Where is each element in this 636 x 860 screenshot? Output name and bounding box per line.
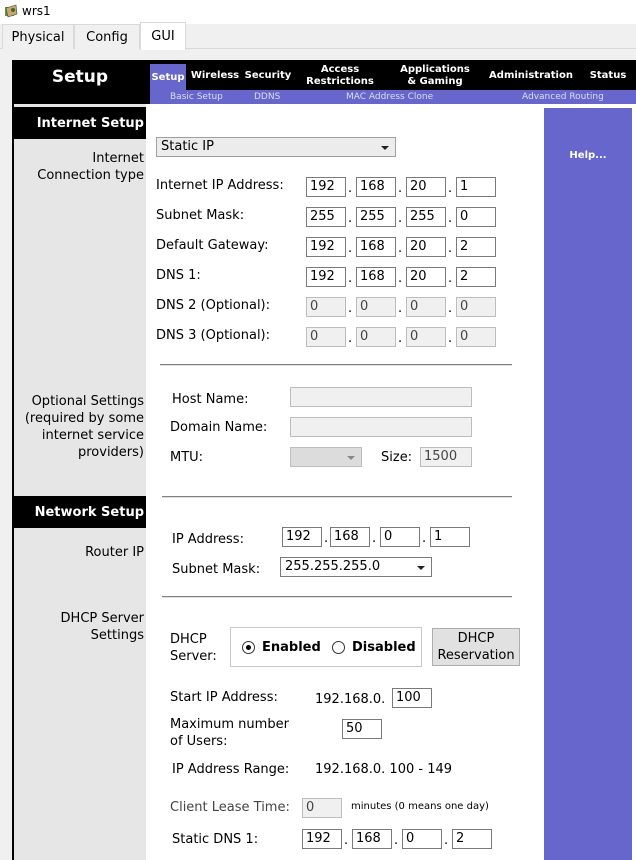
router-ip-address-label: IP Address: — [172, 532, 244, 547]
main-nav — [150, 62, 636, 90]
label-connection-type: Internet Connection type — [37, 151, 144, 183]
internet-ip-label: Internet IP Address: — [156, 178, 284, 193]
nav-security[interactable]: Security — [244, 70, 292, 81]
tab-bar — [0, 24, 636, 49]
octet-separator: . — [448, 271, 453, 286]
dns3-octet-3[interactable]: 0 — [406, 327, 446, 347]
subnav-ddns[interactable]: DDNS — [254, 92, 281, 102]
gateway-octet-3[interactable]: 20 — [406, 237, 446, 257]
octet-separator: . — [348, 271, 353, 286]
internet-ip-octet-2[interactable]: 168 — [356, 177, 396, 197]
tab-gui[interactable]: GUI — [140, 22, 186, 50]
help-column — [544, 108, 632, 860]
host-name-input[interactable] — [290, 387, 472, 407]
nav-status[interactable]: Status — [589, 70, 627, 81]
section-internet-setup: Internet Setup — [14, 107, 146, 139]
subnav-mac-address-clone[interactable]: MAC Address Clone — [346, 92, 434, 102]
sub-nav — [150, 90, 636, 104]
dns3-octet-4[interactable]: 0 — [456, 327, 496, 347]
dhcp-reservation-button[interactable]: DHCP Reservation — [432, 628, 520, 666]
octet-separator: . — [448, 331, 453, 346]
chevron-down-icon — [417, 566, 425, 570]
static-dns1-octet-4[interactable]: 2 — [452, 829, 492, 849]
section-network-setup: Network Setup — [14, 496, 146, 528]
start-ip-label: Start IP Address: — [170, 690, 278, 705]
octet-separator: . — [324, 531, 329, 546]
octet-separator: . — [448, 241, 453, 256]
connection-type-value: Static IP — [161, 139, 214, 154]
static-dns1-label: Static DNS 1: — [172, 832, 259, 847]
octet-separator: . — [398, 271, 403, 286]
subnav-advanced-routing[interactable]: Advanced Routing — [522, 92, 604, 102]
dns1-octet-4[interactable]: 2 — [456, 267, 496, 287]
subnet-mask-octet-2[interactable]: 255 — [356, 207, 396, 227]
static-dns1-octet-3[interactable]: 0 — [402, 829, 442, 849]
dhcp-disabled-radio[interactable] — [332, 641, 345, 654]
static-dns1-octet-2[interactable]: 168 — [352, 829, 392, 849]
router-subnet-mask-label: Subnet Mask: — [172, 562, 261, 577]
octet-separator: . — [372, 531, 377, 546]
dns2-octet-4[interactable]: 0 — [456, 297, 496, 317]
gateway-octet-4[interactable]: 2 — [456, 237, 496, 257]
divider — [160, 364, 512, 366]
router-ip-octet-2[interactable]: 168 — [330, 527, 370, 547]
octet-separator: . — [348, 331, 353, 346]
internet-ip-octet-3[interactable]: 20 — [406, 177, 446, 197]
octet-separator: . — [398, 301, 403, 316]
octet-separator: . — [348, 241, 353, 256]
domain-name-input[interactable] — [290, 417, 472, 437]
chevron-down-icon — [381, 146, 389, 150]
dns2-label: DNS 2 (Optional): — [156, 298, 271, 313]
window-titlebar — [0, 0, 636, 24]
window-title: wrs1 — [22, 4, 51, 18]
octet-separator: . — [398, 181, 403, 196]
dns2-octet-2[interactable]: 0 — [356, 297, 396, 317]
octet-separator: . — [444, 833, 449, 848]
dns3-octet-2[interactable]: 0 — [356, 327, 396, 347]
dhcp-enabled-label[interactable]: Enabled — [262, 640, 321, 655]
dns1-octet-3[interactable]: 20 — [406, 267, 446, 287]
router-ip-octet-1[interactable]: 192 — [282, 527, 322, 547]
internet-ip-octet-1[interactable]: 192 — [306, 177, 346, 197]
gateway-octet-1[interactable]: 192 — [306, 237, 346, 257]
dhcp-enabled-radio[interactable] — [242, 641, 255, 654]
router-ip-octet-4[interactable]: 1 — [430, 527, 470, 547]
mtu-label: MTU: — [170, 450, 204, 465]
lease-time-input[interactable]: 0 — [302, 798, 342, 818]
subnet-mask-octet-4[interactable]: 0 — [456, 207, 496, 227]
dhcp-server-label: DHCP Server: — [170, 632, 217, 664]
start-ip-prefix: 192.168.0. — [315, 692, 386, 707]
subnet-mask-octet-1[interactable]: 255 — [306, 207, 346, 227]
mtu-select[interactable] — [290, 447, 362, 467]
nav-administration[interactable]: Administration — [489, 70, 573, 81]
dns2-octet-3[interactable]: 0 — [406, 297, 446, 317]
dns1-octet-1[interactable]: 192 — [306, 267, 346, 287]
dns1-label: DNS 1: — [156, 268, 201, 283]
dns3-octet-1[interactable]: 0 — [306, 327, 346, 347]
page-title: Setup — [51, 67, 109, 87]
internet-ip-octet-4[interactable]: 1 — [456, 177, 496, 197]
lease-time-label: Client Lease Time: — [170, 800, 290, 815]
connection-type-select[interactable] — [156, 137, 396, 157]
lease-time-note: minutes (0 means one day) — [351, 801, 489, 812]
divider — [162, 596, 512, 598]
nav-access-restrictions[interactable]: Access Restrictions — [306, 64, 374, 87]
max-users-input[interactable]: 50 — [342, 719, 382, 739]
max-users-label: Maximum number of Users: — [170, 717, 289, 749]
ip-range-label: IP Address Range: — [172, 762, 290, 777]
help-link[interactable]: Help... — [569, 150, 607, 161]
subnav-basic-setup[interactable]: Basic Setup — [170, 92, 223, 102]
dhcp-disabled-label[interactable]: Disabled — [352, 640, 416, 655]
ip-range-value: 192.168.0. 100 - 149 — [315, 762, 453, 777]
dhcp-radio-group — [230, 627, 422, 667]
dns1-octet-2[interactable]: 168 — [356, 267, 396, 287]
host-name-label: Host Name: — [172, 392, 249, 407]
dns3-label: DNS 3 (Optional): — [156, 328, 271, 343]
size-label: Size: — [381, 450, 413, 465]
domain-name-label: Domain Name: — [170, 420, 268, 435]
subnet-mask-octet-3[interactable]: 255 — [406, 207, 446, 227]
tab-physical[interactable]: Physical — [2, 24, 74, 49]
nav-wireless[interactable]: Wireless — [190, 70, 240, 81]
gateway-octet-2[interactable]: 168 — [356, 237, 396, 257]
label-optional-settings: Optional Settings (required by some internet service providers) — [24, 394, 144, 460]
nav-applications-gaming[interactable]: Applications & Gaming — [400, 64, 470, 87]
octet-separator: . — [448, 301, 453, 316]
left-label-column — [14, 104, 146, 860]
mtu-size-input[interactable]: 1500 — [420, 447, 472, 467]
octet-separator: . — [394, 833, 399, 848]
octet-separator: . — [344, 833, 349, 848]
octet-separator: . — [348, 211, 353, 226]
router-subnet-mask-select[interactable] — [280, 557, 432, 577]
label-dhcp-server-settings: DHCP Server Settings — [60, 611, 144, 643]
octet-separator: . — [348, 181, 353, 196]
divider — [162, 496, 512, 498]
chevron-down-icon — [347, 456, 355, 460]
nav-setup[interactable]: Setup — [150, 64, 186, 92]
start-ip-last-octet[interactable]: 100 — [392, 688, 432, 708]
octet-separator: . — [422, 531, 427, 546]
octet-separator: . — [398, 211, 403, 226]
octet-separator: . — [448, 181, 453, 196]
octet-separator: . — [348, 301, 353, 316]
octet-separator: . — [448, 211, 453, 226]
label-router-ip: Router IP — [85, 545, 144, 560]
router-app-icon — [4, 4, 18, 19]
default-gateway-label: Default Gateway: — [156, 238, 269, 253]
static-dns1-octet-1[interactable]: 192 — [302, 829, 342, 849]
octet-separator: . — [398, 331, 403, 346]
octet-separator: . — [398, 241, 403, 256]
subnet-mask-label: Subnet Mask: — [156, 208, 245, 223]
dns2-octet-1[interactable]: 0 — [306, 297, 346, 317]
tab-config[interactable]: Config — [74, 24, 140, 49]
router-subnet-mask-value: 255.255.255.0 — [285, 559, 381, 574]
router-ip-octet-3[interactable]: 0 — [380, 527, 420, 547]
